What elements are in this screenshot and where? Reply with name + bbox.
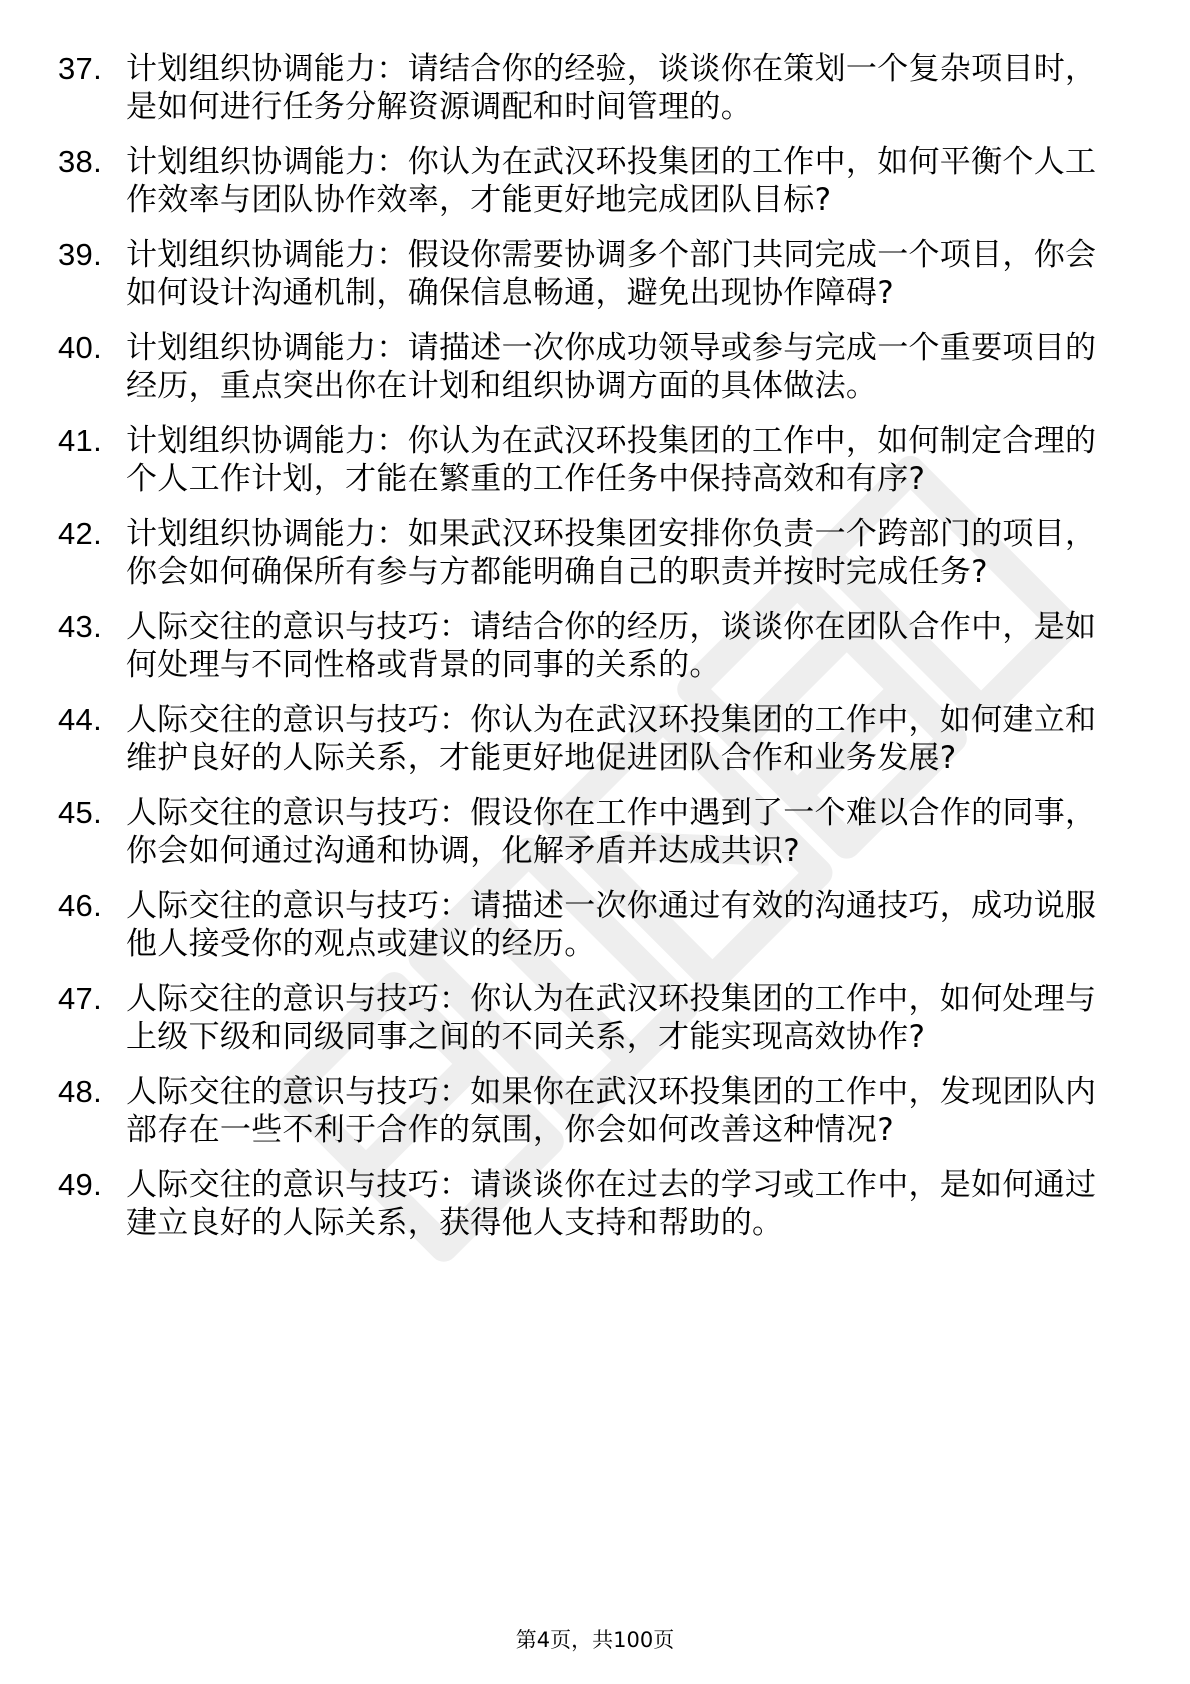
question-item xyxy=(58,422,1108,498)
question-number: 46. xyxy=(58,888,102,923)
question-text: 人际交往的意识与技巧：假设你在工作中遇到了一个难以合作的同事，你会如何通过沟通和协调，化解矛盾并达成共识? xyxy=(126,795,1097,869)
question-number: 47. xyxy=(58,981,102,1016)
question-item xyxy=(58,980,1108,1056)
question-number: 41. xyxy=(58,423,102,458)
page-footer xyxy=(0,1624,1190,1654)
question-text: 计划组织协调能力：你认为在武汉环投集团的工作中，如何平衡个人工作效率与团队协作效率，才能更好地完成团队目标? xyxy=(126,144,1097,218)
question-number: 44. xyxy=(58,702,102,737)
question-text: 人际交往的意识与技巧：请结合你的经历，谈谈你在团队合作中，是如何处理与不同性格或背景的同事的关系的。 xyxy=(126,609,1097,683)
question-item xyxy=(58,236,1108,312)
question-text: 人际交往的意识与技巧：请谈谈你在过去的学习或工作中，是如何通过建立良好的人际关系，获得他人支持和帮助的。 xyxy=(126,1167,1097,1241)
question-text: 人际交往的意识与技巧：如果你在武汉环投集团的工作中，发现团队内部存在一些不利于合作的氛围，你会如何改善这种情况? xyxy=(126,1074,1097,1148)
question-list xyxy=(58,50,1108,1259)
question-text: 计划组织协调能力：请描述一次你成功领导或参与完成一个重要项目的经历，重点突出你在计划和组织协调方面的具体做法。 xyxy=(126,330,1097,404)
question-number: 43. xyxy=(58,609,102,644)
question-text: 人际交往的意识与技巧：你认为在武汉环投集团的工作中，如何建立和维护良好的人际关系，才能更好地促进团队合作和业务发展? xyxy=(126,702,1097,776)
page-number-label: 第4页，共100页 xyxy=(515,1628,675,1652)
question-item xyxy=(58,608,1108,684)
question-text: 计划组织协调能力：如果武汉环投集团安排你负责一个跨部门的项目，你会如何确保所有参与方都能明确自己的职责并按时完成任务? xyxy=(126,516,1097,590)
question-number: 40. xyxy=(58,330,102,365)
question-text: 计划组织协调能力：请结合你的经验，谈谈你在策划一个复杂项目时，是如何进行任务分解资源调配和时间管理的。 xyxy=(126,51,1097,125)
question-item xyxy=(58,794,1108,870)
question-number: 42. xyxy=(58,516,102,551)
question-item xyxy=(58,1166,1108,1242)
question-number: 45. xyxy=(58,795,102,830)
question-number: 49. xyxy=(58,1167,102,1202)
question-item xyxy=(58,1073,1108,1149)
question-text: 计划组织协调能力：你认为在武汉环投集团的工作中，如何制定合理的个人工作计划，才能在繁重的工作任务中保持高效和有序? xyxy=(126,423,1097,497)
question-item xyxy=(58,50,1108,126)
question-item xyxy=(58,143,1108,219)
question-item xyxy=(58,329,1108,405)
question-item xyxy=(58,515,1108,591)
question-text: 人际交往的意识与技巧：请描述一次你通过有效的沟通技巧，成功说服他人接受你的观点或建议的经历。 xyxy=(126,888,1097,962)
question-number: 48. xyxy=(58,1074,102,1109)
question-number: 38. xyxy=(58,144,102,179)
question-number: 39. xyxy=(58,237,102,272)
question-item xyxy=(58,701,1108,777)
question-text: 计划组织协调能力：假设你需要协调多个部门共同完成一个项目，你会如何设计沟通机制，确保信息畅通，避免出现协作障碍? xyxy=(126,237,1097,311)
question-number: 37. xyxy=(58,51,102,86)
question-text: 人际交往的意识与技巧：你认为在武汉环投集团的工作中，如何处理与上级下级和同级同事之间的不同关系，才能实现高效协作? xyxy=(126,981,1097,1055)
question-item xyxy=(58,887,1108,963)
